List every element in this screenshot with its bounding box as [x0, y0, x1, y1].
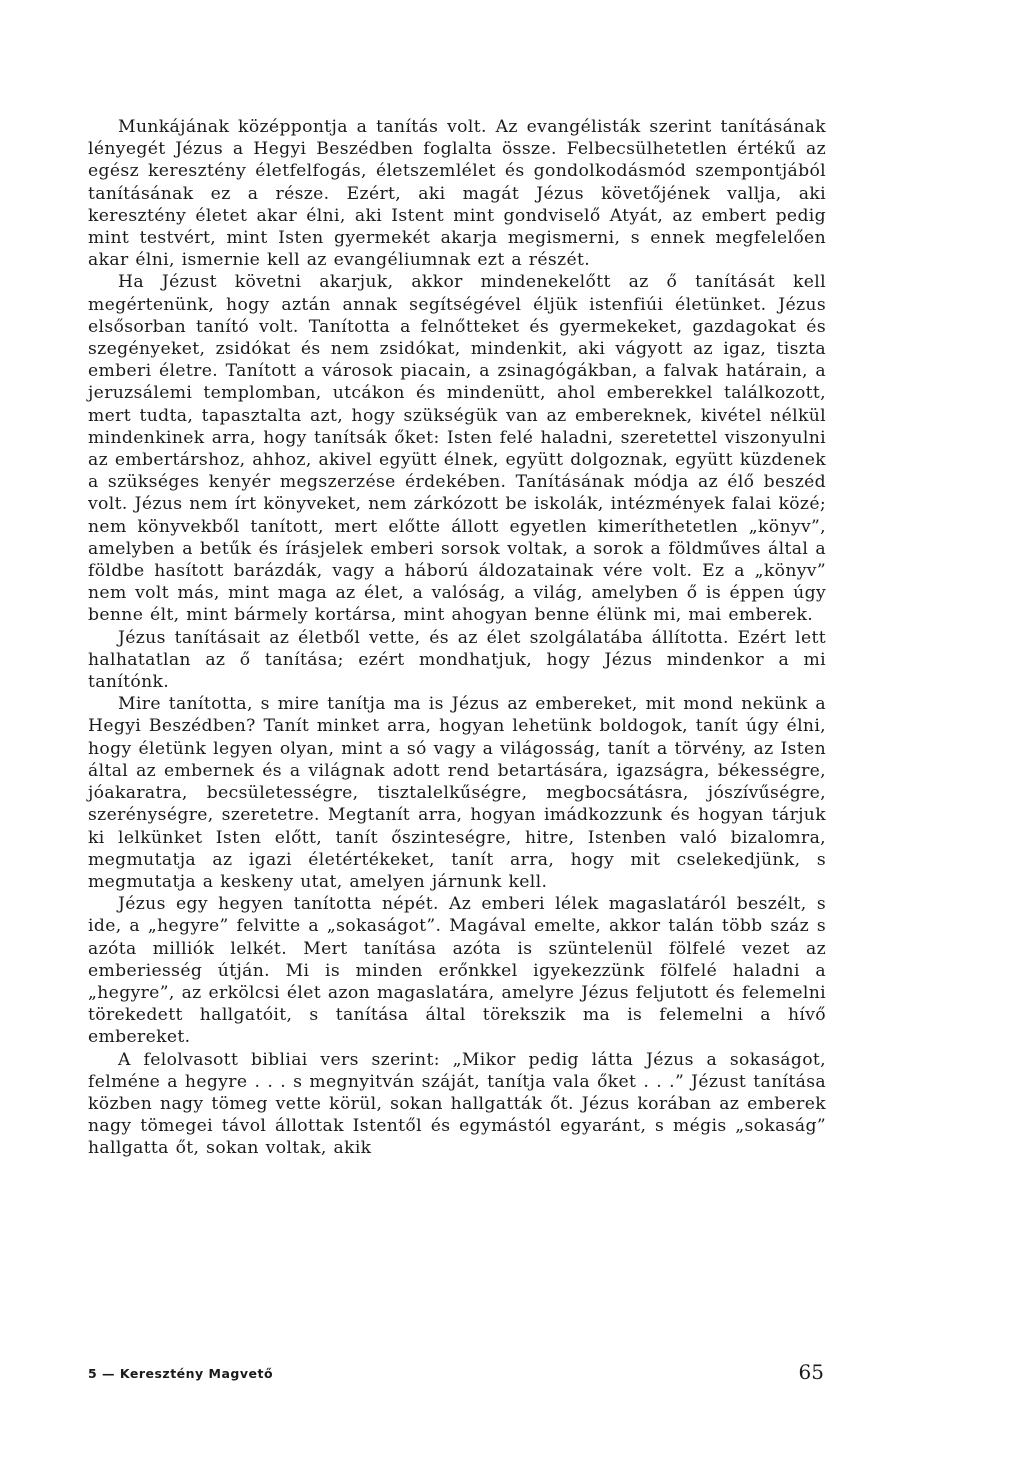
paragraph: Jézus egy hegyen tanította népét. Az emberi lélek magaslatáról beszélt, s ide, a „hegyre” felvitte a „sokaságot”. Magával emelte, akkor talán több száz s azóta milliók lelkét. Mert tanítása azóta is szüntelenül fölfelé vezet az emberiesség útján. Mi is minden erőnkkel igyekezzünk fölfelé haladni a „hegyre”, az erkölcsi élet azon magaslatára, amelyre Jézus feljutott és felemelni törekedett hallgatóit, s tanítása által törekszik ma is felemelni a hívő embereket.: [88, 894, 826, 1048]
paragraph: Jézus tanításait az életből vette, és az élet szolgálatába állította. Ezért lett halhatatlan az ő tanítása; ezért mondhatjuk, hogy Jézus mindenkor a mi tanítónk.: [88, 627, 826, 693]
paragraph: Munkájának középpontja a tanítás volt. Az evangélisták szerint tanításának lényegét Jézus a Hegyi Beszédben foglalta össze. Felbecsülhetetlen értékű az egész keresztény életfelfogás, életszemlélet és gondolkodásmód szempontjából tanításának ez a része. Ezért, aki magát Jézus követőjének vallja, aki keresztény életet akar élni, aki Istent mint gondviselő Atyát, az embert pedig mint testvért, mint Isten gyermekét akarja megismerni, s ennek megfelelően akar élni, ismernie kell az evangéliumnak ezt a részét.: [88, 117, 826, 271]
paragraph: Ha Jézust követni akarjuk, akkor mindenekelőtt az ő tanítását kell megértenünk, hogy aztán annak segítségével éljük istenfiúi életünket. Jézus elsősorban tanító volt. Tanította a felnőtteket és gyermekeket, gazdagokat és szegényeket, zsidókat és nem zsidókat, mindenkit, aki vágyott az igaz, tiszta emberi életre. Tanított a városok piacain, a zsinagógákban, a falvak határain, a jeruzsálemi templomban, utcákon és mindenütt, ahol emberekkel találkozott, mert tudta, tapasztalta azt, hogy szükségük van az embereknek, kivétel nélkül mindenkinek arra, hogy tanítsák őket: Isten felé haladni, szeretettel viszonyulni az embertárshoz, ahhoz, akivel együtt élnek, együtt dolgoznak, együtt küzdenek a szükséges kenyér megszerzése érdekében. Tanításának módja az élő beszéd volt. Jézus nem írt könyveket, nem zárkózott be iskolák, intézmények falai közé; nem könyvekből tanított, mert előtte állott egyetlen kimeríthetetlen „könyv”, amelyben a betűk és írásjelek emberi sorsok voltak, a sorok a földműves által a földbe hasított barázdák, vagy a háború áldozatainak vére volt. Ez a „könyv” nem volt más, mint maga az élet, a valóság, a világ, amelyben ő is éppen úgy benne élt, mint bármely kortársa, mint ahogyan benne élünk mi, mai emberek.: [88, 272, 826, 626]
page-footer: [88, 1360, 826, 1390]
page-number: 65: [798, 1360, 824, 1384]
page-body: [88, 116, 826, 1160]
paragraph: Mire tanította, s mire tanítja ma is Jézus az embereket, mit mond nekünk a Hegyi Beszédben? Tanít minket arra, hogyan lehetünk boldogok, tanít úgy élni, hogy életünk legyen olyan, mint a só vagy a világosság, tanít a törvény, az Isten által az embernek és a világnak adott rend betartására, igazságra, békességre, jóakaratra, becsületességre, tisztalelkűségre, megbocsátásra, jószívűségre, szerénységre, szeretetre. Megtanít arra, hogyan imádkozzunk és hogyan tárjuk ki lelkünket Isten előtt, tanít őszinteségre, hitre, Istenben való bizalomra, megmutatja az igazi életértékeket, tanít arra, hogy mit cselekedjünk, s megmutatja a keskeny utat, amelyen járnunk kell.: [88, 694, 826, 892]
footer-publication: 5 — Keresztény Magvető: [88, 1366, 274, 1381]
paragraph: A felolvasott bibliai vers szerint: „Mikor pedig látta Jézus a sokaságot, felméne a hegyre . . . s megnyitván száját, tanítja vala őket . . .” Jézust tanítása közben nagy tömeg vette körül, sokan hallgatták őt. Jézus korában az emberek nagy tömegei távol állottak Istentől és egymástól egyaránt, s mégis „sokaság” hallgatta őt, sokan voltak, akik: [88, 1049, 826, 1159]
